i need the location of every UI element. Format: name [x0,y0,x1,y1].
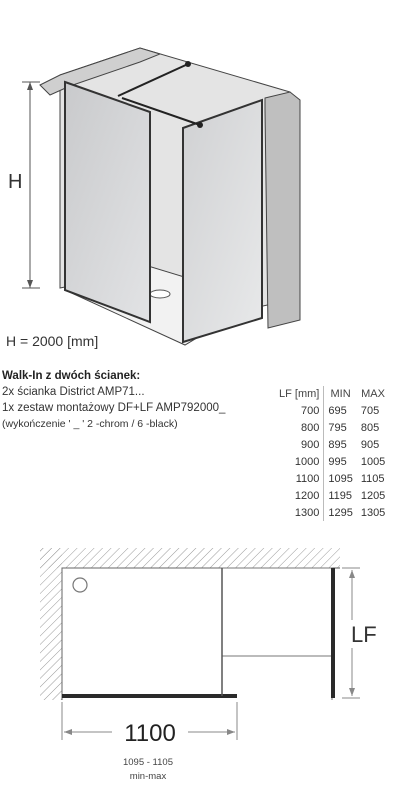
glass-panel-front [62,694,237,698]
table-row [275,419,389,436]
arrow-down-icon [27,280,33,288]
width-range-caption: min-max [129,771,167,782]
cell-max: 1205 [360,489,386,502]
cell-lf: 800 [275,419,324,436]
glass-panel-side [331,568,335,698]
header-lf: LF [mm] [275,386,324,402]
cell-lf: 1100 [275,470,324,487]
height-letter: H [8,171,23,193]
width-range: 1095 - 1105 [122,757,173,768]
drain-icon [73,578,87,592]
cell-lf: 1200 [275,487,324,504]
cell-max: 705 [360,404,380,417]
arrow-up-icon [349,570,355,578]
cell-max: 905 [360,438,380,451]
description-line-1: 2x ścianka District AMP71... [2,386,145,398]
header-min: MIN [330,387,351,400]
glass-panel-left [65,82,150,322]
arrow-left-icon [64,729,72,735]
cell-max: 1305 [360,506,386,519]
wall-hatch-left [40,548,62,700]
plan-view-drawing [0,540,414,800]
description-line-3: (wykończenie ' _ ' 2 -chrom / 6 -black) [2,418,178,430]
cell-lf: 700 [275,402,324,419]
cell-min: 695 [328,404,347,417]
product-description [2,368,264,432]
cell-max: 1105 [360,472,385,485]
arrow-right-icon [227,729,235,735]
table-row [275,453,389,470]
height-formula: H = 2000 [mm] [6,333,99,349]
header-max: MAX [361,387,385,400]
arrow-up-icon [27,82,33,90]
table-row [275,470,389,487]
table-row [275,402,389,419]
cell-min: 895 [328,438,347,451]
dimension-table [275,386,390,521]
cell-min: 1195 [328,489,352,502]
table-header-row [275,386,389,402]
bar-fixing [197,122,203,128]
cell-min: 795 [328,421,347,434]
cell-lf: 900 [275,436,324,453]
wall-hatch-top [40,548,340,568]
table-row [275,504,389,521]
table-row [275,436,389,453]
glass-panel-right [183,100,262,342]
cell-min: 995 [328,455,347,468]
cell-max: 1005 [360,455,386,468]
cell-lf: 1300 [275,504,324,521]
isometric-drawing [0,0,414,360]
cell-min: 1295 [328,506,353,519]
width-value: 1100 [124,720,176,747]
description-title: Walk-In z dwóch ścianek: [2,370,141,382]
right-wall [265,92,300,328]
drain-icon [150,290,170,298]
adjacent-area [222,568,332,656]
description-line-2: 1x zestaw montażowy DF+LF AMP792000_ [2,402,226,414]
bar-fixing [185,61,191,67]
cell-lf: 1000 [275,453,324,470]
cell-max: 805 [360,421,380,434]
lf-label: LF [351,622,377,647]
arrow-down-icon [349,688,355,696]
cell-min: 1095 [328,472,353,485]
table-row [275,487,389,504]
